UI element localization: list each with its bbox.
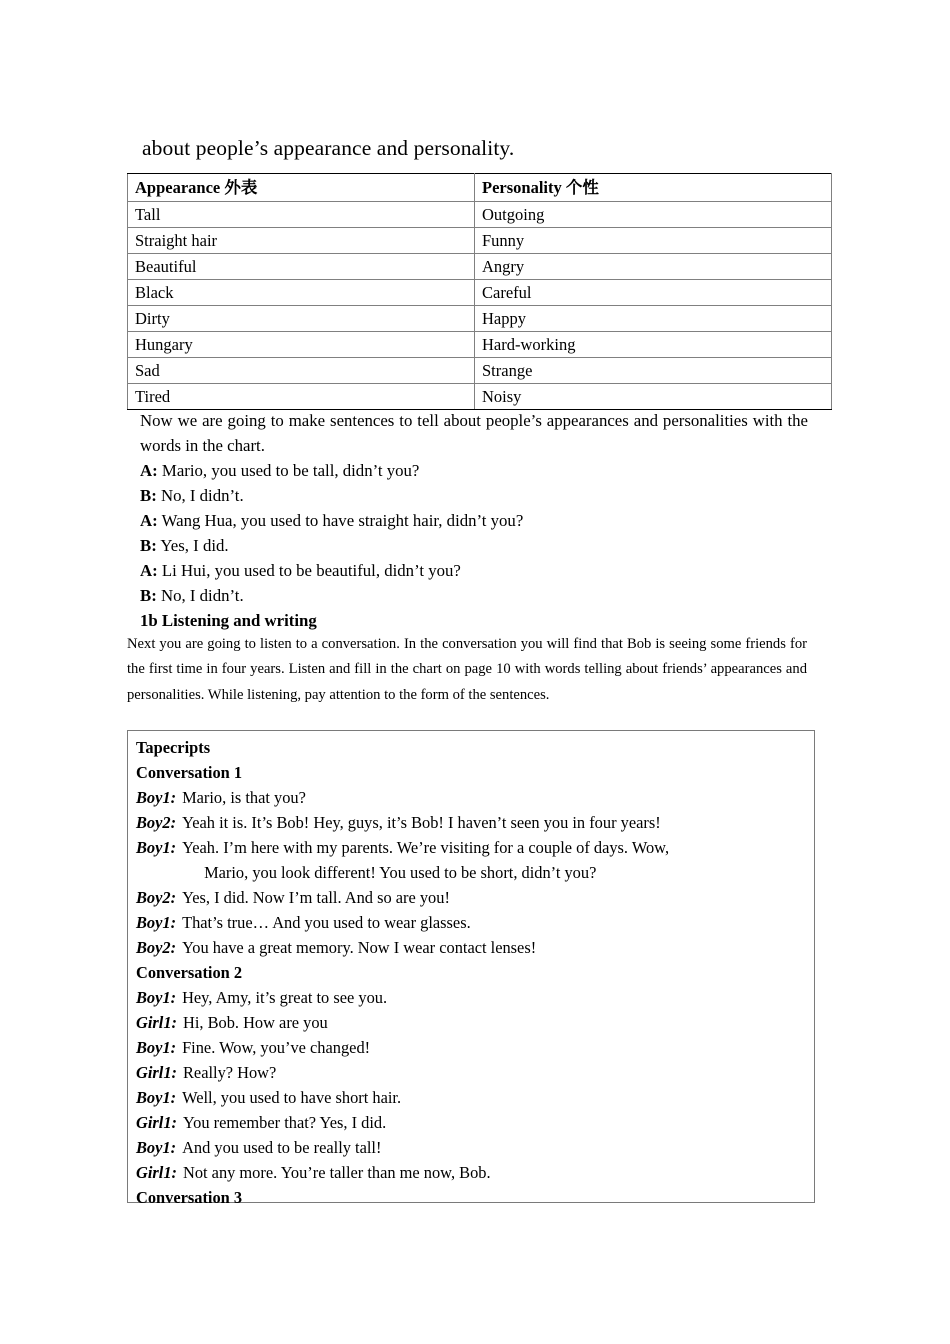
dialogue-line bbox=[140, 458, 808, 483]
tapescript-turn bbox=[136, 885, 806, 910]
turn-text: Fine. Wow, you’ve changed! bbox=[182, 1038, 371, 1057]
turn-speaker: Boy1: bbox=[136, 1138, 177, 1157]
turn-speaker: Girl1: bbox=[136, 1063, 177, 1082]
dialogue-text: Wang Hua, you used to have straight hair, didn’t you? bbox=[161, 511, 524, 530]
turn-text: Mario, is that you? bbox=[182, 788, 306, 807]
turn-text: You remember that? Yes, I did. bbox=[182, 1113, 387, 1132]
tapescript-box bbox=[127, 730, 815, 1207]
dialogue-speaker: A: bbox=[140, 561, 158, 580]
turn-speaker: Boy2: bbox=[136, 938, 177, 957]
tapescript-turn bbox=[136, 810, 806, 835]
dialogue-text: No, I didn’t. bbox=[160, 586, 244, 605]
table-header-personality: Personality 个性 bbox=[475, 174, 832, 202]
table-header-appearance: Appearance 外表 bbox=[128, 174, 475, 202]
conversation-3-label: Conversation 3 bbox=[136, 1188, 243, 1207]
activity-1b-heading: 1b Listening and writing bbox=[140, 611, 317, 630]
tapescript-turn bbox=[136, 1135, 806, 1160]
table-cell-personality: Strange bbox=[475, 358, 832, 384]
dialogue-line bbox=[140, 533, 808, 558]
turn-speaker: Boy2: bbox=[136, 888, 177, 907]
turn-speaker: Boy1: bbox=[136, 913, 177, 932]
dialogue-speaker: B: bbox=[140, 536, 157, 555]
table-row bbox=[128, 202, 832, 228]
turn-text: Yes, I did. Now I’m tall. And so are you! bbox=[182, 888, 450, 907]
table-row bbox=[128, 306, 832, 332]
table-cell-personality: Happy bbox=[475, 306, 832, 332]
table-cell-appearance: Sad bbox=[128, 358, 475, 384]
tapescript-turn bbox=[136, 1160, 806, 1185]
table-cell-personality: Hard-working bbox=[475, 332, 832, 358]
turn-text: Really? How? bbox=[182, 1063, 277, 1082]
table-cell-personality: Noisy bbox=[475, 384, 832, 410]
table-cell-appearance: Tired bbox=[128, 384, 475, 410]
table-row bbox=[128, 228, 832, 254]
table-cell-appearance: Hungary bbox=[128, 332, 475, 358]
dialogue-text: Li Hui, you used to be beautiful, didn’t you? bbox=[161, 561, 461, 580]
turn-text: Hey, Amy, it’s great to see you. bbox=[182, 988, 388, 1007]
turn-text: Not any more. You’re taller than me now, Bob. bbox=[182, 1163, 491, 1182]
table-header-row bbox=[128, 174, 832, 202]
table-cell-personality: Careful bbox=[475, 280, 832, 306]
turn-speaker: Boy1: bbox=[136, 788, 177, 807]
table-row bbox=[128, 358, 832, 384]
dialogue-line bbox=[140, 583, 808, 608]
conversation-2-label: Conversation 2 bbox=[136, 963, 243, 982]
turn-text: Well, you used to have short hair. bbox=[182, 1088, 402, 1107]
turn-speaker: Girl1: bbox=[136, 1163, 177, 1182]
tapescript-turn bbox=[136, 935, 806, 960]
tapescript-turn bbox=[136, 835, 806, 885]
dialogue-speaker: B: bbox=[140, 586, 157, 605]
dialogue-speaker: B: bbox=[140, 486, 157, 505]
table-row bbox=[128, 384, 832, 410]
activity-1b-paragraph: Next you are going to listen to a conversation. In the conversation you will find that Bob is seeing some friends for the first time in four years. Listen and fill in the chart on page 10 with words telling about friends’ appearances and personalities. While listening, pay attention to the form of the sentences. bbox=[127, 636, 807, 703]
table-row bbox=[128, 332, 832, 358]
turn-speaker: Girl1: bbox=[136, 1113, 177, 1132]
turn-text: That’s true… And you used to wear glasses. bbox=[182, 913, 471, 932]
dialogue-text: Mario, you used to be tall, didn’t you? bbox=[161, 461, 420, 480]
turn-speaker: Boy1: bbox=[136, 1088, 177, 1107]
turn-speaker: Boy1: bbox=[136, 988, 177, 1007]
appearance-personality-table bbox=[127, 173, 832, 410]
dialogue-speaker: A: bbox=[140, 511, 158, 530]
tapescript-turn bbox=[136, 1110, 806, 1135]
turn-text: Yeah. I’m here with my parents. We’re visiting for a couple of days. Wow, bbox=[182, 838, 670, 857]
dialogue-line bbox=[140, 483, 808, 508]
activity-1a-block bbox=[140, 408, 808, 633]
dialogue-line bbox=[140, 508, 808, 533]
dialogue-speaker: A: bbox=[140, 461, 158, 480]
conversation-1-label: Conversation 1 bbox=[136, 763, 243, 782]
activity-instruction: Now we are going to make sentences to tell about people’s appearances and personalities with the words in the chart. bbox=[140, 411, 808, 455]
dialogue-line bbox=[140, 558, 808, 583]
table-cell-personality: Angry bbox=[475, 254, 832, 280]
turn-text: Yeah it is. It’s Bob! Hey, guys, it’s Bob! I haven’t seen you in four years! bbox=[182, 813, 661, 832]
tapescript-turn bbox=[136, 910, 806, 935]
turn-text: Hi, Bob. How are you bbox=[182, 1013, 328, 1032]
turn-speaker: Boy1: bbox=[136, 1038, 177, 1057]
table-cell-appearance: Straight hair bbox=[128, 228, 475, 254]
turn-text: And you used to be really tall! bbox=[182, 1138, 382, 1157]
table-row bbox=[128, 254, 832, 280]
tapescript-turn bbox=[136, 1060, 806, 1085]
table-row bbox=[128, 280, 832, 306]
turn-speaker: Boy2: bbox=[136, 813, 177, 832]
tapescript-turn bbox=[136, 1085, 806, 1110]
table-cell-appearance: Beautiful bbox=[128, 254, 475, 280]
tapescript-turn bbox=[136, 1035, 806, 1060]
dialogue-text: Yes, I did. bbox=[160, 536, 229, 555]
turn-speaker: Boy1: bbox=[136, 838, 177, 857]
table-cell-personality: Funny bbox=[475, 228, 832, 254]
table-cell-appearance: Dirty bbox=[128, 306, 475, 332]
tapescript-title: Tapecripts bbox=[136, 738, 211, 757]
tapescript-turn bbox=[136, 785, 806, 810]
turn-text: You have a great memory. Now I wear contact lenses! bbox=[182, 938, 537, 957]
tapescript-turn bbox=[136, 1010, 806, 1035]
table-cell-appearance: Tall bbox=[128, 202, 475, 228]
turn-text-continued: Mario, you look different! You used to be short, didn’t you? bbox=[204, 863, 597, 882]
table-cell-personality: Outgoing bbox=[475, 202, 832, 228]
table-cell-appearance: Black bbox=[128, 280, 475, 306]
page-title: about people’s appearance and personality. bbox=[142, 136, 515, 160]
tapescript-turn bbox=[136, 985, 806, 1010]
turn-speaker: Girl1: bbox=[136, 1013, 177, 1032]
dialogue-text: No, I didn’t. bbox=[160, 486, 244, 505]
